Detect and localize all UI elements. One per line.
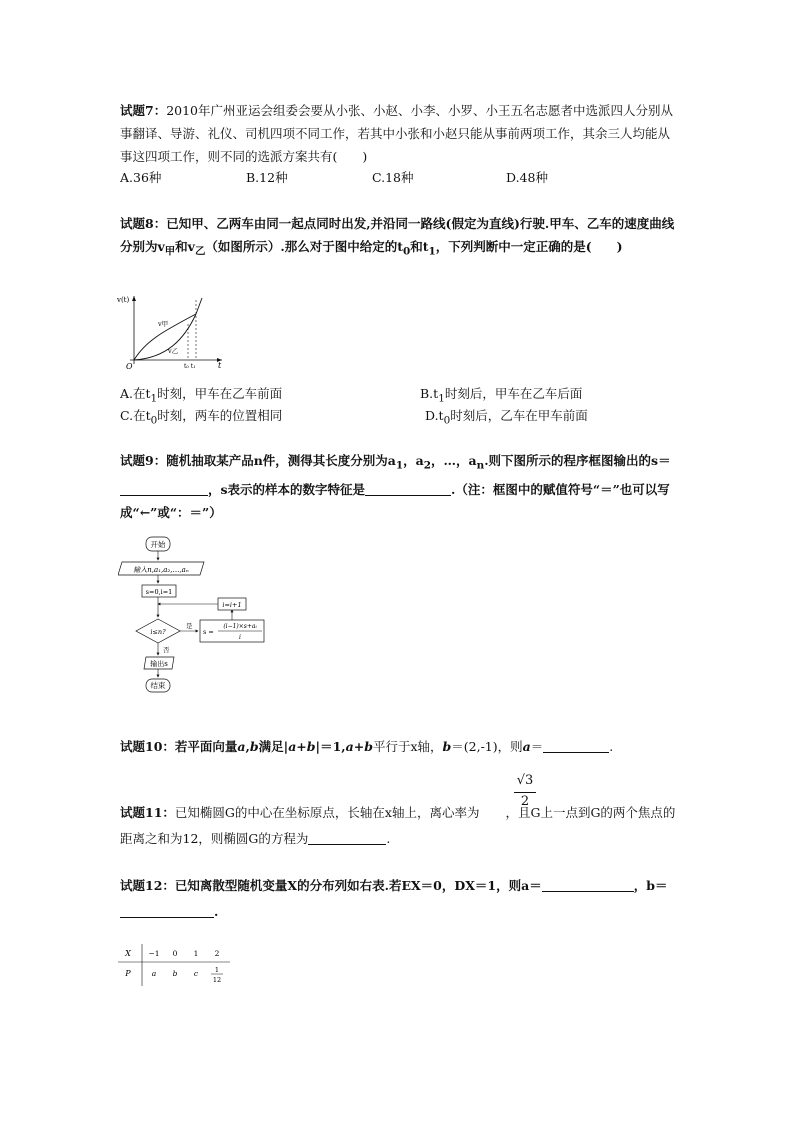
q11-frac-num: √3 — [516, 773, 534, 788]
table-head-p: P — [125, 969, 131, 978]
question-12-label: 试题12： — [120, 878, 175, 893]
q11-blank[interactable] — [308, 830, 386, 845]
table-x-1: 0 — [172, 949, 178, 958]
q7-option-d: D.48种 — [506, 170, 548, 185]
q8-text-b: 和v — [175, 239, 195, 254]
q10-t1: 若平面向量 — [174, 739, 238, 754]
table-x-3: 2 — [214, 949, 220, 958]
table-head-x: X — [125, 949, 131, 958]
flow-yes: 是 — [186, 622, 193, 630]
q8-sub-yi: 乙 — [194, 245, 206, 258]
table-p-3-num: 1 — [214, 966, 220, 974]
q10-t4: 平行于x轴， — [372, 739, 443, 754]
q9-blank-2[interactable] — [365, 481, 451, 496]
flow-output-text: 输出s — [150, 660, 168, 668]
flow-input-text: 输入n,a₁,a₂,…,aₙ — [133, 566, 189, 574]
q8-sub-jia: 甲 — [164, 245, 176, 258]
q8-text-c: （如图所示）.那么对于图中给定的t — [205, 239, 403, 254]
question-11-label: 试题11： — [120, 805, 175, 820]
table-p-0: a — [151, 969, 157, 978]
question-8-label: 试题8： — [120, 216, 167, 231]
q11-end: . — [386, 831, 391, 846]
q8-sub-0: 0 — [402, 245, 411, 258]
flow-incr-text: i=i+1 — [222, 601, 242, 609]
table-p-1: b — [172, 969, 178, 978]
question-7 — [120, 99, 680, 168]
flow-no: 否 — [163, 646, 170, 654]
q7-option-a: A.36种 — [120, 170, 162, 185]
q9-text-b: ，a — [403, 453, 424, 468]
q10-bvar: b — [442, 739, 452, 754]
question-8-options — [120, 382, 680, 428]
q9-text-c: ，…，a — [431, 453, 477, 468]
q8-option-c: C.在$t_0$时刻，两车的位置相同 — [120, 408, 283, 427]
flow-start-text: 开始 — [150, 540, 166, 549]
q10-blank[interactable] — [543, 738, 609, 753]
question-7-options — [120, 168, 680, 188]
q11-t2: ，且G上一点到G的两个焦点的距离之和为12，则椭圆G的方程为 — [120, 805, 676, 846]
table-p-2: c — [193, 969, 199, 978]
q8-option-d: $D.t_0$时刻后，乙车在甲车前面 — [425, 408, 588, 427]
q12-t1: 已知离散型随机变量X的分布列如右表.若EX＝0，DX＝1，则a＝ — [174, 878, 542, 893]
flowchart — [118, 535, 303, 695]
y-axis-arrow — [132, 296, 136, 301]
x-axis-label: t — [218, 361, 222, 370]
curve-yi-label: v乙 — [168, 347, 179, 355]
q9-sub2: 2 — [423, 459, 432, 472]
table-x-2: 1 — [193, 949, 199, 958]
q11-t1: 已知椭圆G的中心在坐标原点，长轴在x轴上，离心率为 — [174, 805, 480, 820]
question-10-label: 试题10： — [120, 739, 175, 754]
question-10 — [120, 735, 680, 758]
tick-labels: t₀ t₁ — [184, 363, 196, 370]
flow-end-text: 结束 — [150, 681, 166, 690]
q10-t5: ＝(2,-1)，则 — [451, 739, 523, 754]
q9-sub1: 1 — [395, 459, 404, 472]
distribution-table — [118, 940, 238, 990]
q10-end: . — [609, 739, 614, 754]
flow-formula-num: (i−1)×s+aᵢ — [223, 623, 257, 630]
q8-text-e: ，下列判断中一定正确的是( ) — [435, 239, 623, 254]
q9-text-a: 随机抽取某产品n件，测得其长度分别为a — [166, 453, 396, 468]
q8-text-d: 和t — [410, 239, 429, 254]
q11-frac-den: 2 — [520, 794, 530, 809]
q7-option-b: B.12种 — [246, 170, 288, 185]
curve-jia-label: v甲 — [158, 320, 169, 328]
q8-option-b: $B.t_1$时刻后，甲车在乙车后面 — [420, 386, 583, 405]
q12-blank-a[interactable] — [542, 877, 634, 892]
q7-option-c: C.18种 — [372, 170, 414, 185]
q10-b: b — [249, 739, 259, 754]
q10-t2: 满足| — [258, 739, 289, 754]
q9-text-d: .则下图所示的程序框图输出的s＝ — [484, 453, 671, 468]
q9-text-e: ，s表示的样本的数字特征是 — [208, 481, 366, 497]
q9-text-f: .（注：框图中的赋值符号“＝”也可以写成“←”或“：＝”） — [120, 481, 670, 520]
q10-ab2: a+b — [345, 739, 373, 754]
question-9-label: 试题9： — [120, 453, 167, 468]
question-8 — [120, 212, 680, 264]
table-x-0: −1 — [148, 949, 160, 958]
q12-blank-b[interactable] — [120, 903, 214, 918]
q10-avar: a — [522, 739, 531, 754]
q8-text-a: 已知甲、乙两车由同一起点同时出发,并沿同一路线(假定为直线)行驶.甲车、乙车的速度曲线分别为v — [120, 216, 675, 254]
q10-ab1: a+b — [288, 739, 316, 754]
question-12 — [120, 873, 680, 925]
flow-formula-lhs: s = — [203, 628, 214, 636]
table-p-3-den: 12 — [212, 976, 222, 984]
q10-t3: |＝1, — [315, 739, 346, 754]
q10-a: a — [237, 739, 246, 754]
origin-label: O — [126, 362, 133, 370]
q12-t2: ，b＝ — [633, 878, 668, 893]
question-9 — [120, 449, 680, 524]
flow-cond-text: i≤n? — [150, 628, 166, 636]
y-axis-label: v(t) — [117, 296, 130, 304]
question-7-text: 2010年广州亚运会组委会要从小张、小赵、小李、小罗、小王五名志愿者中选派四人分别从事翻译、导游、礼仪、司机四项不同工作，若其中小张和小赵只能从事前两项工作，其余三人均能从事这四项工作，则不同的选派方案共有( ) — [120, 103, 674, 164]
q10-t6: ＝ — [530, 739, 544, 754]
velocity-graph — [116, 290, 226, 370]
q12-end: . — [214, 904, 219, 919]
q10-comma: , — [245, 739, 250, 754]
q9-blank-1[interactable] — [120, 481, 208, 496]
flow-init-text: s=0,i=1 — [145, 588, 173, 596]
q9-subn: n — [476, 459, 485, 472]
question-7-label: 试题7： — [120, 103, 167, 118]
q8-sub-1: 1 — [428, 245, 436, 258]
flow-formula-den: i — [239, 634, 241, 641]
q8-option-a: A.在$t_1$时刻，甲车在乙车前面 — [120, 386, 283, 405]
question-11 — [120, 800, 680, 852]
